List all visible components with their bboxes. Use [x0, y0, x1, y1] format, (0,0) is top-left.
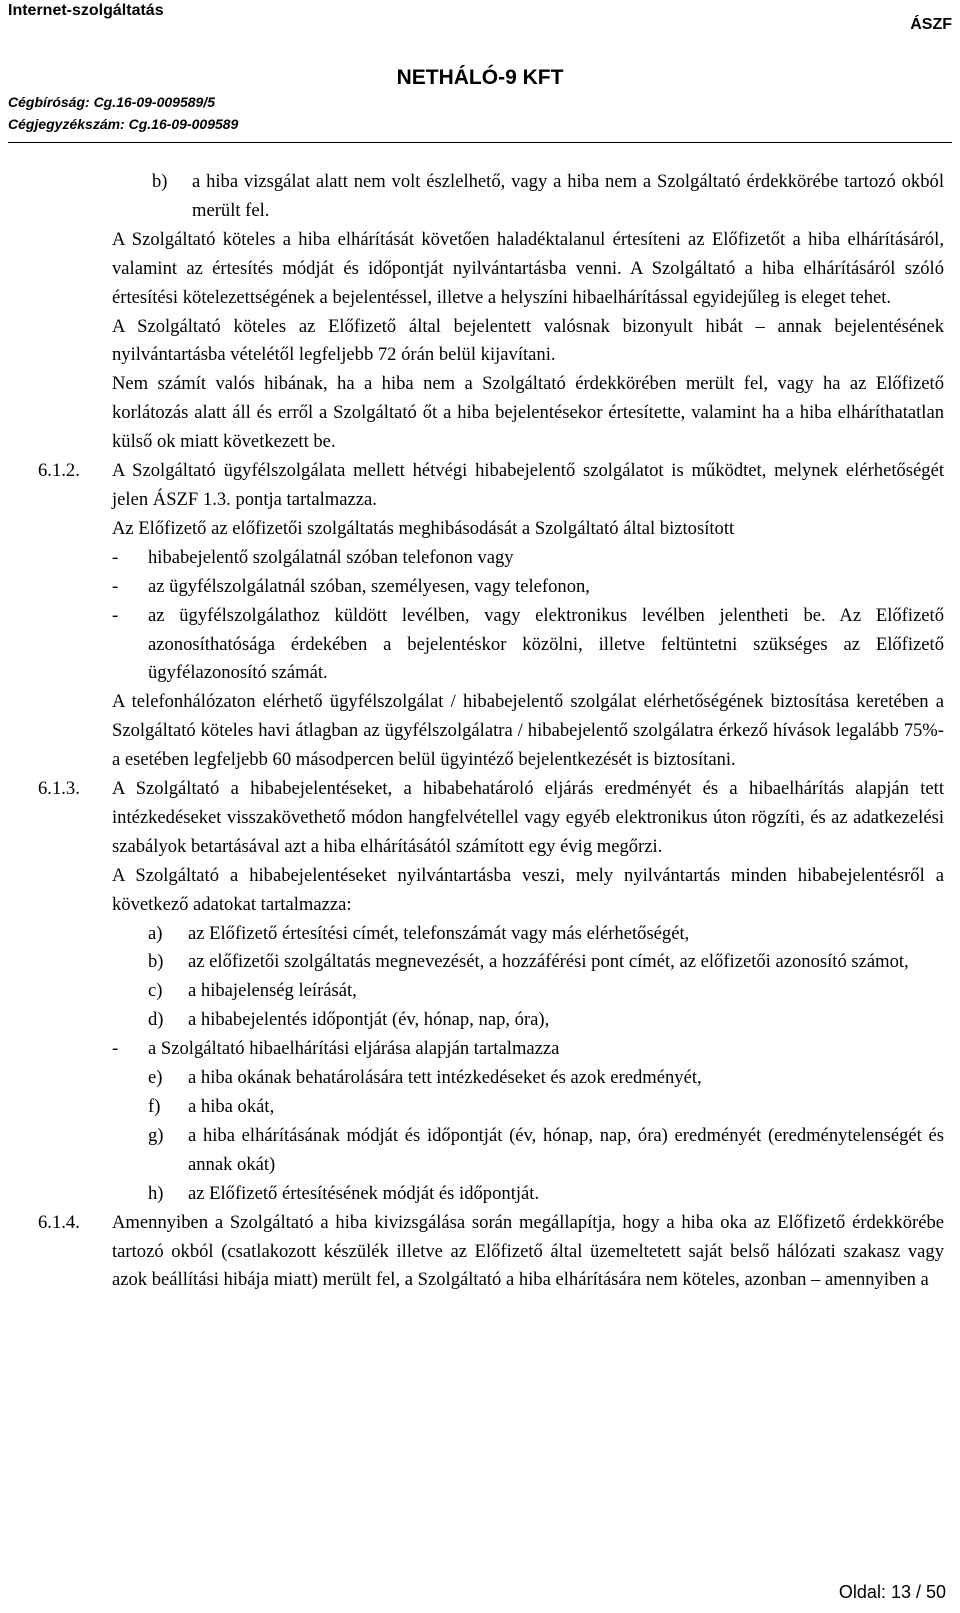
- procedure-list: [112, 1064, 944, 1209]
- list-item-label: c): [148, 980, 163, 1002]
- list-item: [148, 1064, 944, 1093]
- dash-item: [112, 602, 944, 689]
- dash-item: [112, 544, 944, 573]
- list-item-label: h): [148, 1182, 164, 1204]
- list-item: [148, 977, 944, 1006]
- list-item-text: az Előfizető értesítési címét, telefonszámát vagy más elérhetőségét,: [188, 922, 690, 944]
- dash-bullet: -: [112, 604, 119, 626]
- list-item-text: a hiba okának behatárolására tett intézkedéseket és azok eredményét,: [188, 1067, 702, 1089]
- paragraph-register-contents: A Szolgáltató a hibabejelentéseket nyilvántartásba veszi, mely nyilvántartás minden hibabejelentésről a következő adatokat tartalmazza:: [112, 864, 944, 915]
- list-item-label: g): [148, 1124, 164, 1146]
- section-text: Amennyiben a Szolgáltató a hiba kivizsgálása során megállapítja, hogy a hiba oka az Előfizető érdekkörébe tartozó okból (csatlakozott készülék illetve az Előfizető által üzemeltetett saját belső hálózati szakasz vagy azok beállítási hibája miatt) merült fel, a Szolgáltató a hiba elhárítására nem köteles, azonban – amennyiben a: [112, 1211, 944, 1291]
- list-item-text: a hibajelenség leírását,: [188, 980, 357, 1002]
- list-item-text: az Előfizető értesítésének módját és időpontját.: [188, 1182, 540, 1204]
- list-item-label: d): [148, 1009, 164, 1031]
- paragraph-not-valid-fault: Nem számít valós hibának, ha a hiba nem a Szolgáltató érdekkörében merült fel, vagy ha az Előfizető korlátozás alatt áll és erről a Szolgáltató őt a hiba bejelentésekor értesítette, valamint ha a hiba elháríthatatlan külső ok miatt következett be.: [112, 373, 944, 453]
- section-number: 6.1.4.: [38, 1211, 80, 1233]
- list-item: [148, 1180, 944, 1209]
- list-item: [148, 1006, 944, 1035]
- dash-text: az ügyfélszolgálatnál szóban, személyesen, vagy telefonon,: [148, 575, 590, 597]
- list-item-text: a hiba vizsgálat alatt nem volt észlelhető, vagy a hiba nem a Szolgáltató érdekkörébe tartozó okból merült fel.: [192, 171, 944, 221]
- header-court: Cégbíróság: Cg.16-09-009589/5: [8, 94, 215, 110]
- list-item-text: a hiba elhárításának módját és időpontját (év, hónap, nap, óra) eredményét (eredménytelenségét és annak okát): [188, 1124, 944, 1175]
- dash-text: a Szolgáltató hibaelhárítási eljárása alapján tartalmazza: [148, 1038, 560, 1060]
- list-item-label: b): [152, 171, 168, 192]
- header-registration-number: Cégjegyzékszám: Cg.16-09-009589: [8, 116, 239, 132]
- list-item-text: a hiba okát,: [188, 1096, 275, 1117]
- document-body: [38, 168, 944, 1295]
- list-item: [148, 920, 944, 949]
- dash-bullet: -: [112, 546, 119, 568]
- list-item-b: [152, 168, 944, 226]
- dash-bullet: -: [112, 575, 119, 597]
- register-list: [112, 920, 944, 1036]
- section-6-1-4: [38, 1209, 944, 1296]
- header-company-name: NETHÁLÓ-9 KFT: [396, 66, 564, 89]
- section-6-1-3: [38, 775, 944, 862]
- section-6-1-2: [38, 457, 944, 515]
- list-item: [148, 1093, 944, 1122]
- paragraph-reporting-channels: Az Előfizető az előfizetői szolgáltatás meghibásodását a Szolgáltató által biztosított: [112, 517, 735, 539]
- list-item-text: a hibabejelentés időpontját (év, hónap, nap, óra),: [188, 1009, 550, 1031]
- section-number: 6.1.3.: [38, 778, 80, 800]
- paragraph-call-center-availability: A telefonhálózaton elérhető ügyfélszolgálat / hibabejelentő szolgálat elérhetőségének biztosítása keretében a Szolgáltató köteles havi átlagban az ügyfélszolgálatra / hibabejelentő szolgálatra érkező hívások legalább 75%-a esetében legfeljebb 60 másodpercen belül ügyintéző bejelentkezését is biztosítani.: [112, 691, 944, 771]
- list-item-text: az előfizetői szolgáltatás megnevezését, a hozzáférési pont címét, az előfizetői azonosító számot,: [188, 951, 909, 973]
- dash-text: hibabejelentő szolgálatnál szóban telefonon vagy: [148, 546, 514, 568]
- header-divider: [8, 142, 952, 143]
- list-item-label: a): [148, 922, 163, 944]
- page-number: Oldal: 13 / 50: [838, 1582, 946, 1602]
- section-text: A Szolgáltató ügyfélszolgálata mellett hétvégi hibabejelentő szolgálatot is működtet, melynek elérhetőségét jelen ÁSZF 1.3. pontja tartalmazza.: [112, 460, 944, 510]
- section-number: 6.1.2.: [38, 460, 80, 482]
- dash-text: az ügyfélszolgálathoz küldött levélben, vagy elektronikus levélben jelentheti be. Az Előfizető azonosíthatósága érdekében a bejelentéskor közölni, illetve feltüntetni szükséges az Előfizető ügyfélazonosító számát.: [148, 604, 944, 684]
- paragraph-repair-deadline: A Szolgáltató köteles az Előfizető által bejelentett valósnak bizonyult hibát – annak bejelentésének nyilvántartásba vételétől legfeljebb 72 órán belül kijavítani.: [112, 315, 944, 366]
- header-document-type: ÁSZF: [910, 16, 952, 33]
- paragraph-notification: A Szolgáltató köteles a hiba elhárítását követően haladéktalanul értesíteni az Előfizetőt a hiba elhárításáról, valamint az értesítés módját és időpontját nyilvántartásba venni. A Szolgáltató a hiba elhárításáról szóló értesítési kötelezettségének a bejelentéssel, illetve a helyszíni hibaelhárítással egyidejűleg is eleget tehet.: [112, 228, 944, 308]
- dash-item: [112, 573, 944, 602]
- list-item-label: f): [148, 1096, 161, 1117]
- dash-bullet: -: [112, 1038, 119, 1060]
- list-item: [148, 948, 944, 977]
- dash-item: [112, 1035, 944, 1064]
- header-document-title: Internet-szolgáltatás: [8, 2, 164, 19]
- list-item-label: b): [148, 951, 164, 973]
- list-item-label: e): [148, 1067, 163, 1089]
- section-text: A Szolgáltató a hibabejelentéseket, a hibabehatároló eljárás eredményét és a hibaelhárítás alapján tett intézkedéseket visszakövethető módon hangfelvétellel vagy egyéb elektronikus úton rögzíti, és az adatkezelési szabályok betartásával azt a hiba elhárításától számított egy évig megőrzi.: [112, 778, 944, 857]
- list-item: [148, 1122, 944, 1180]
